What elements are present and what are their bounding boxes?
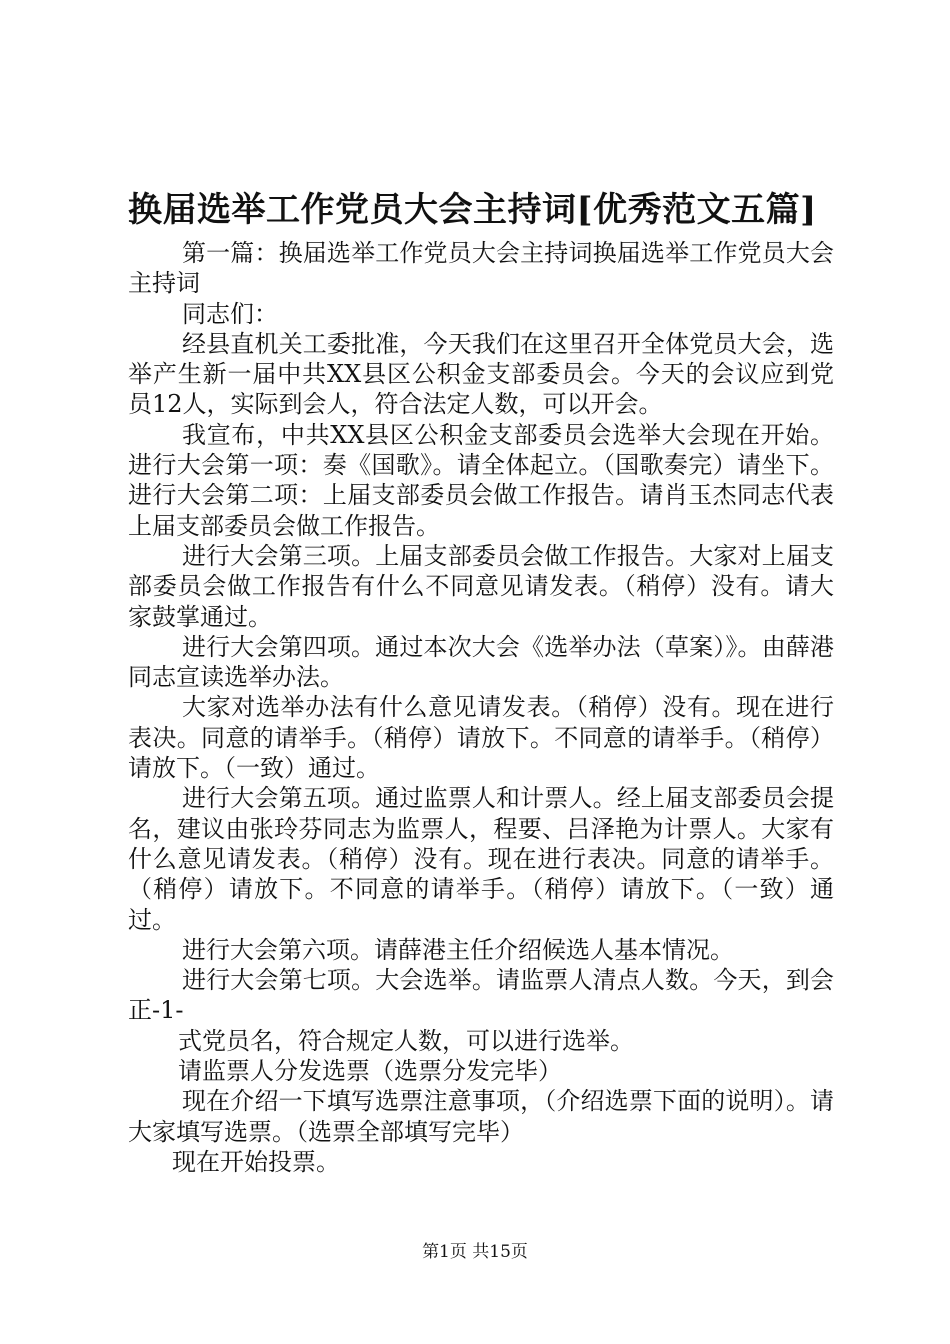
paragraph-salutation: 同志们： [182, 299, 278, 328]
paragraph-section-heading: 第一篇：换届选举工作党员大会主持词换届选举工作党员大会主持词 [128, 239, 834, 298]
paragraph-announcement: 我宣布，中共XX县区公积金支部委员会选举大会现在开始。进行大会第一项：奏《国歌》。请全体起立。（国歌奏完）请坐下。进行大会第二项：上届支部委员会做工作报告。请肖玉杰同志代表上届支部委员会做工作报告。 [128, 420, 834, 540]
document-title: 换届选举工作党员大会主持词[优秀范文五篇] [128, 190, 817, 230]
paragraph-item-three: 进行大会第三项。上届支部委员会做工作报告。大家对上届支部委员会做工作报告有什么不同意见请发表。（稍停）没有。请大家鼓掌通过。 [128, 541, 834, 631]
paragraph-voting-method: 大家对选举办法有什么意见请发表。（稍停）没有。现在进行表决。同意的请举手。（稍停）请放下。不同意的请举手。（稍停）请放下。（一致）通过。 [128, 693, 834, 783]
document-body [128, 238, 834, 1177]
paragraph-item-five: 进行大会第五项。通过监票人和计票人。经上届支部委员会提名，建议由张玲芬同志为监票人，程要、吕泽艳为计票人。大家有什么意见请发表。（稍停）没有。现在进行表决。同意的请举手。（稍停）请放下。不同意的请举手。（稍停）请放下。（一致）通过。 [128, 784, 834, 934]
paragraph-ballot-instructions: 现在介绍一下填写选票注意事项，（介绍选票下面的说明）。请大家填写选票。（选票全部填写完毕） [128, 1087, 834, 1146]
paragraph-item-six: 进行大会第六项。请薛港主任介绍候选人基本情况。 [182, 935, 734, 964]
paragraph-item-four: 进行大会第四项。通过本次大会《选举办法（草案）》。由薛港同志宣读选举办法。 [128, 632, 834, 692]
page-footer: 第1页 共15页 [422, 1242, 528, 1262]
paragraph-opening: 经县直机关工委批准，今天我们在这里召开全体党员大会，选举产生新一届中共XX县区公积金支部委员会。今天的会议应到党员12人，实际到会人，符合法定人数，可以开会。 [128, 329, 834, 419]
paragraph-item-seven: 进行大会第七项。大会选举。请监票人清点人数。今天，到会正-1- [128, 966, 834, 1025]
paragraph-distribute-ballots: 请监票人分发选票（选票分发完毕） [178, 1057, 562, 1086]
paragraph-start-voting: 现在开始投票。 [172, 1147, 340, 1176]
paragraph-continued: 式党员名，符合规定人数，可以进行选举。 [178, 1026, 634, 1055]
